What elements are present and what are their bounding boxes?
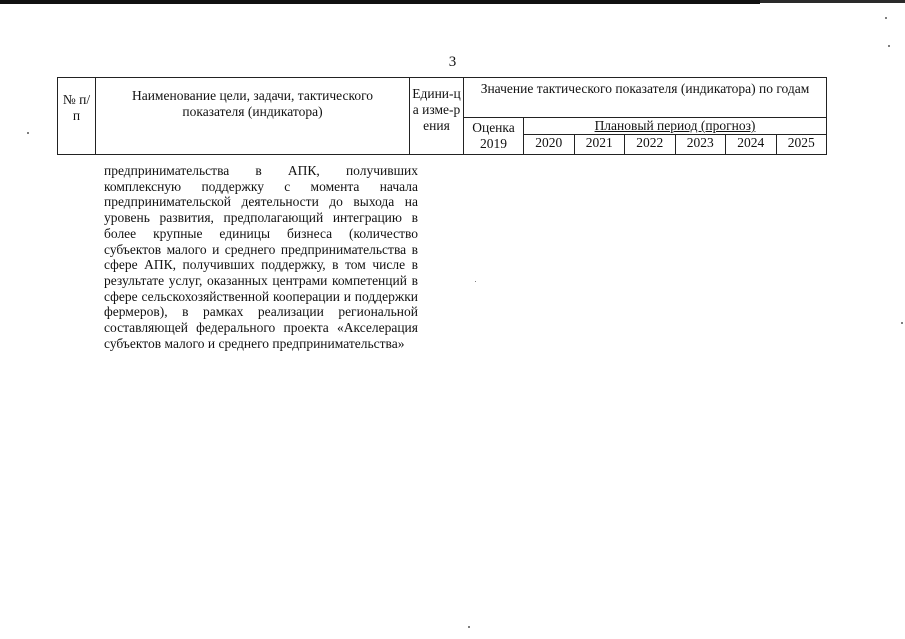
scan-speck <box>27 132 29 134</box>
header-year-2023: 2023 <box>675 135 726 155</box>
header-year-2022: 2022 <box>625 135 676 155</box>
scan-speck <box>468 626 470 628</box>
scan-speck <box>901 322 903 324</box>
header-unit: Едини-ца изме-рения <box>410 78 464 155</box>
header-estimate <box>464 118 524 155</box>
header-year-2025: 2025 <box>776 135 827 155</box>
scan-speck <box>885 17 887 19</box>
header-name: Наименование цели, задачи, тактического показателя (индикатора) <box>96 78 410 155</box>
scan-speck <box>888 45 890 47</box>
indicator-description-continuation: предпринимательства в АПК, получивших комплексную поддержку с момента начала предпринимательской деятельности до выхода на уровень развития, предполагающий интеграцию в более крупные единицы бизнеса (количество субъектов малого и среднего предпринимательства в сфере АПК, получивших поддержку, в том числе в результате услуг, оказанных центрами компетенций в сфере сельскохозяйственной кооперации и поддержки фермеров), в рамках реализации региональной составляющей федерального проекта «Акселерация субъектов малого и среднего предпринимательства» <box>104 163 418 351</box>
header-values-title: Значение тактического показателя (индикатора) по годам <box>464 78 827 118</box>
header-estimate-label: Оценка <box>472 120 515 135</box>
page-number: 3 <box>448 54 457 70</box>
header-year-2020: 2020 <box>524 135 575 155</box>
header-estimate-year: 2019 <box>480 136 507 151</box>
indicator-table-header <box>57 77 827 155</box>
scan-speck <box>475 281 476 282</box>
header-year-2024: 2024 <box>726 135 777 155</box>
scan-edge-line <box>0 0 760 4</box>
header-year-2021: 2021 <box>574 135 625 155</box>
header-plan-title: Плановый период (прогноз) <box>524 118 827 135</box>
header-number: № п/п <box>58 78 96 155</box>
